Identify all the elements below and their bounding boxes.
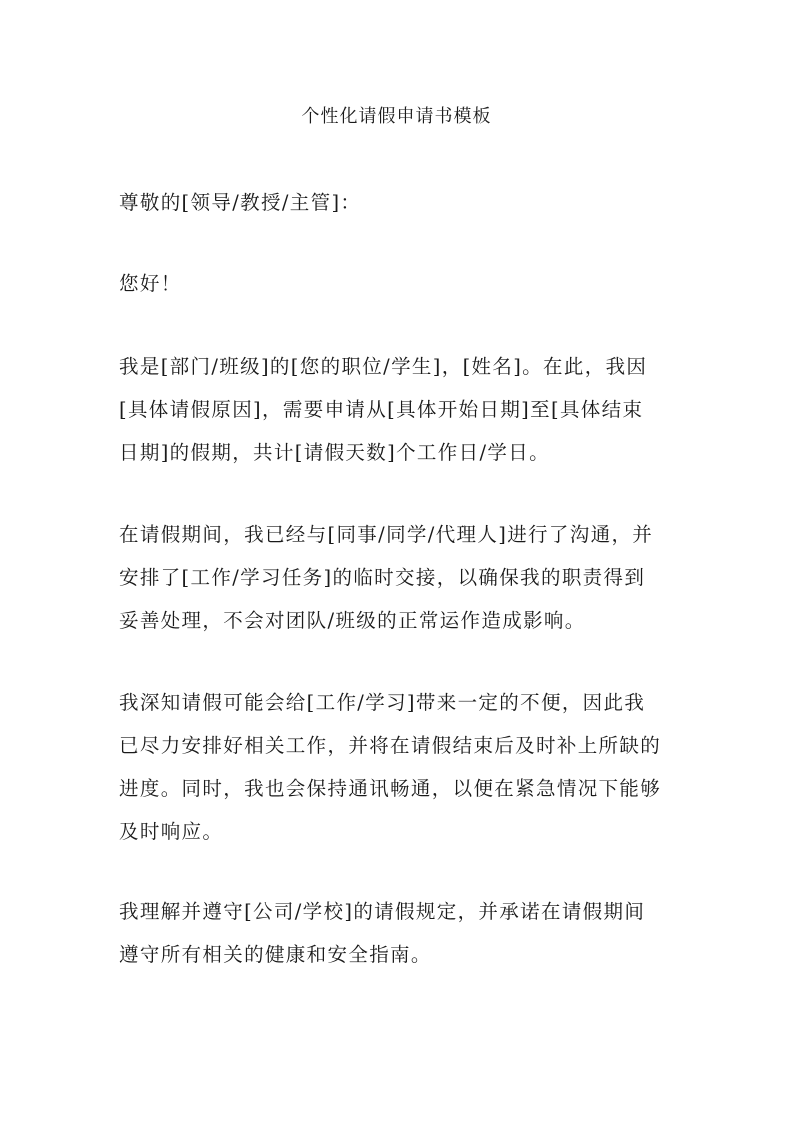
paragraph-line: 安排了[工作/学习任务]的临时交接，以确保我的职责得到 <box>119 566 646 589</box>
paragraph-line: 日期]的假期，共计[请假天数]个工作日/学日。 <box>119 441 550 464</box>
paragraph-line: 进度。同时，我也会保持通讯畅通，以便在紧急情况下能够 <box>119 777 662 800</box>
paragraph-line: 已尽力安排好相关工作，并将在请假结束后及时补上所缺的 <box>119 734 662 757</box>
document-title: 个性化请假申请书模板 <box>301 106 492 127</box>
paragraph-line: 我是[部门/班级]的[您的职位/学生]，[姓名]。在此，我因 <box>119 355 648 378</box>
paragraph-line: [具体请假原因]，需要申请从[具体开始日期]至[具体结束 <box>119 398 644 421</box>
greeting: 您好！ <box>119 272 182 295</box>
salutation: 尊敬的[领导/教授/主管]： <box>119 191 362 214</box>
paragraph-line: 及时响应。 <box>119 820 224 843</box>
paragraph-line: 我理解并遵守[公司/学校]的请假规定，并承诺在请假期间 <box>119 900 646 923</box>
paragraph-line: 在请假期间，我已经与[同事/同学/代理人]进行了沟通，并 <box>119 523 654 546</box>
paragraph-line: 我深知请假可能会给[工作/学习]带来一定的不便，因此我 <box>119 691 646 714</box>
paragraph-line: 妥善处理，不会对团队/班级的正常运作造成影响。 <box>119 609 586 632</box>
paragraph-line: 遵守所有相关的健康和安全指南。 <box>119 943 432 966</box>
